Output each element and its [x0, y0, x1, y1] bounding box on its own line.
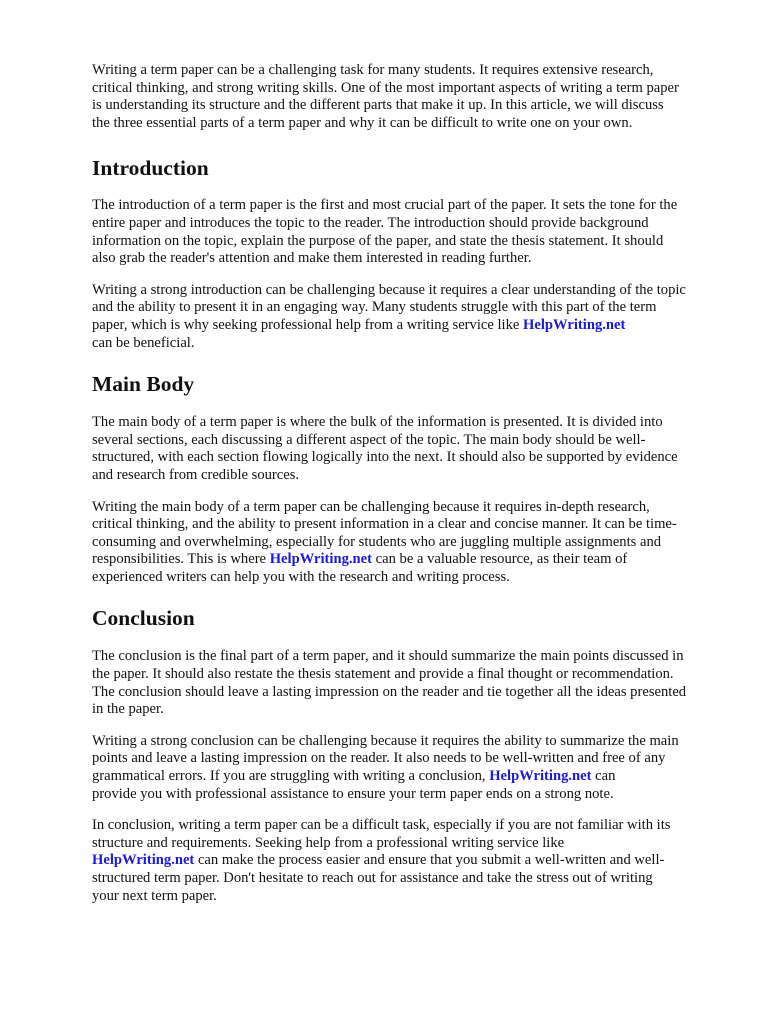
conclusion-paragraph-2-text-before: Writing a strong conclusion can be challenging because it requires the ability to summarize the main points and leave a lasting impression on the reader. It also needs to be well-written and free of any grammatical errors. If you are struggling with writing a conclusion,: [92, 732, 679, 785]
introduction-paragraph-2-text-after: can be beneficial.: [92, 334, 195, 351]
final-paragraph: [92, 817, 728, 905]
introduction-paragraph-1: The introduction of a term paper is the first and most crucial part of the paper. It sets the tone for the entire paper and introduces the topic to the reader. The introduction should provide background information on the topic, explain the purpose of the paper, and state the thesis statement. It should also grab the reader's attention and make them interested in reading further.: [92, 197, 678, 267]
helpwriting-link-main-body[interactable]: HelpWriting.net: [269, 551, 372, 568]
conclusion-paragraph-2: [92, 733, 728, 803]
helpwriting-link-introduction[interactable]: HelpWriting.net: [523, 316, 626, 333]
heading-introduction: Introduction: [92, 156, 209, 181]
introduction-paragraph-2: [92, 282, 728, 352]
introduction-paragraph-2-text-before: Writing a strong introduction can be challenging because it requires a clear understanding of the topic and the ability to present it in an engaging way. Many students struggle with this part of the term paper, which is why seeking professional help from a writing service like: [92, 281, 686, 333]
heading-main-body: Main Body: [92, 372, 195, 397]
conclusion-paragraph-1: The conclusion is the final part of a term paper, and it should summarize the main points discussed in the paper. It should also restate the thesis statement and provide a final thought or recommendation. The conclusion should leave a lasting impression on the reader and tie together all the ideas presented in the paper.: [92, 648, 687, 718]
final-paragraph-text-after: can make the process easier and ensure that you submit a well-written and well- structured term paper. Don't hesitate to reach out for assistance and take the stress out of writing your next term paper.: [92, 852, 665, 904]
heading-conclusion: Conclusion: [92, 606, 195, 631]
main-body-paragraph-2-text-after: can be a valuable resource, as their team of experienced writers can help you with the research and writing process.: [92, 551, 628, 585]
main-body-paragraph-2: [92, 499, 728, 587]
helpwriting-link-final[interactable]: HelpWriting.net: [92, 852, 195, 869]
main-body-paragraph-2-text-before: Writing the main body of a term paper can be challenging because it requires in-depth research, critical thinking, and the ability to present information in a clear and concise manner. It can be time- consuming and overwhelming, especially for students who are juggling multiple assignments and responsibilities. This is where: [92, 498, 677, 568]
main-body-paragraph-1: The main body of a term paper is where the bulk of the information is presented. It is divided into several sections, each discussing a different aspect of the topic. The main body should be well- structured, with each section flowing logically into the next. It should also be supported by evidence and research from credible sources.: [92, 414, 678, 483]
intro-paragraph: Writing a term paper can be a challenging task for many students. It requires extensive research, critical thinking, and strong writing skills. One of the most important aspects of writing a term paper is understanding its structure and the different parts that make it up. In this article, we will discuss the three essential parts of a term paper and why it can be difficult to write one on your own.: [92, 62, 679, 131]
conclusion-paragraph-2-text-after: can provide you with professional assistance to ensure your term paper ends on a strong note.: [92, 768, 616, 802]
final-paragraph-text-before: In conclusion, writing a term paper can be a difficult task, especially if you are not familiar with its structure and requirements. Seeking help from a professional writing service like: [92, 817, 671, 851]
helpwriting-link-conclusion[interactable]: HelpWriting.net: [489, 768, 592, 785]
